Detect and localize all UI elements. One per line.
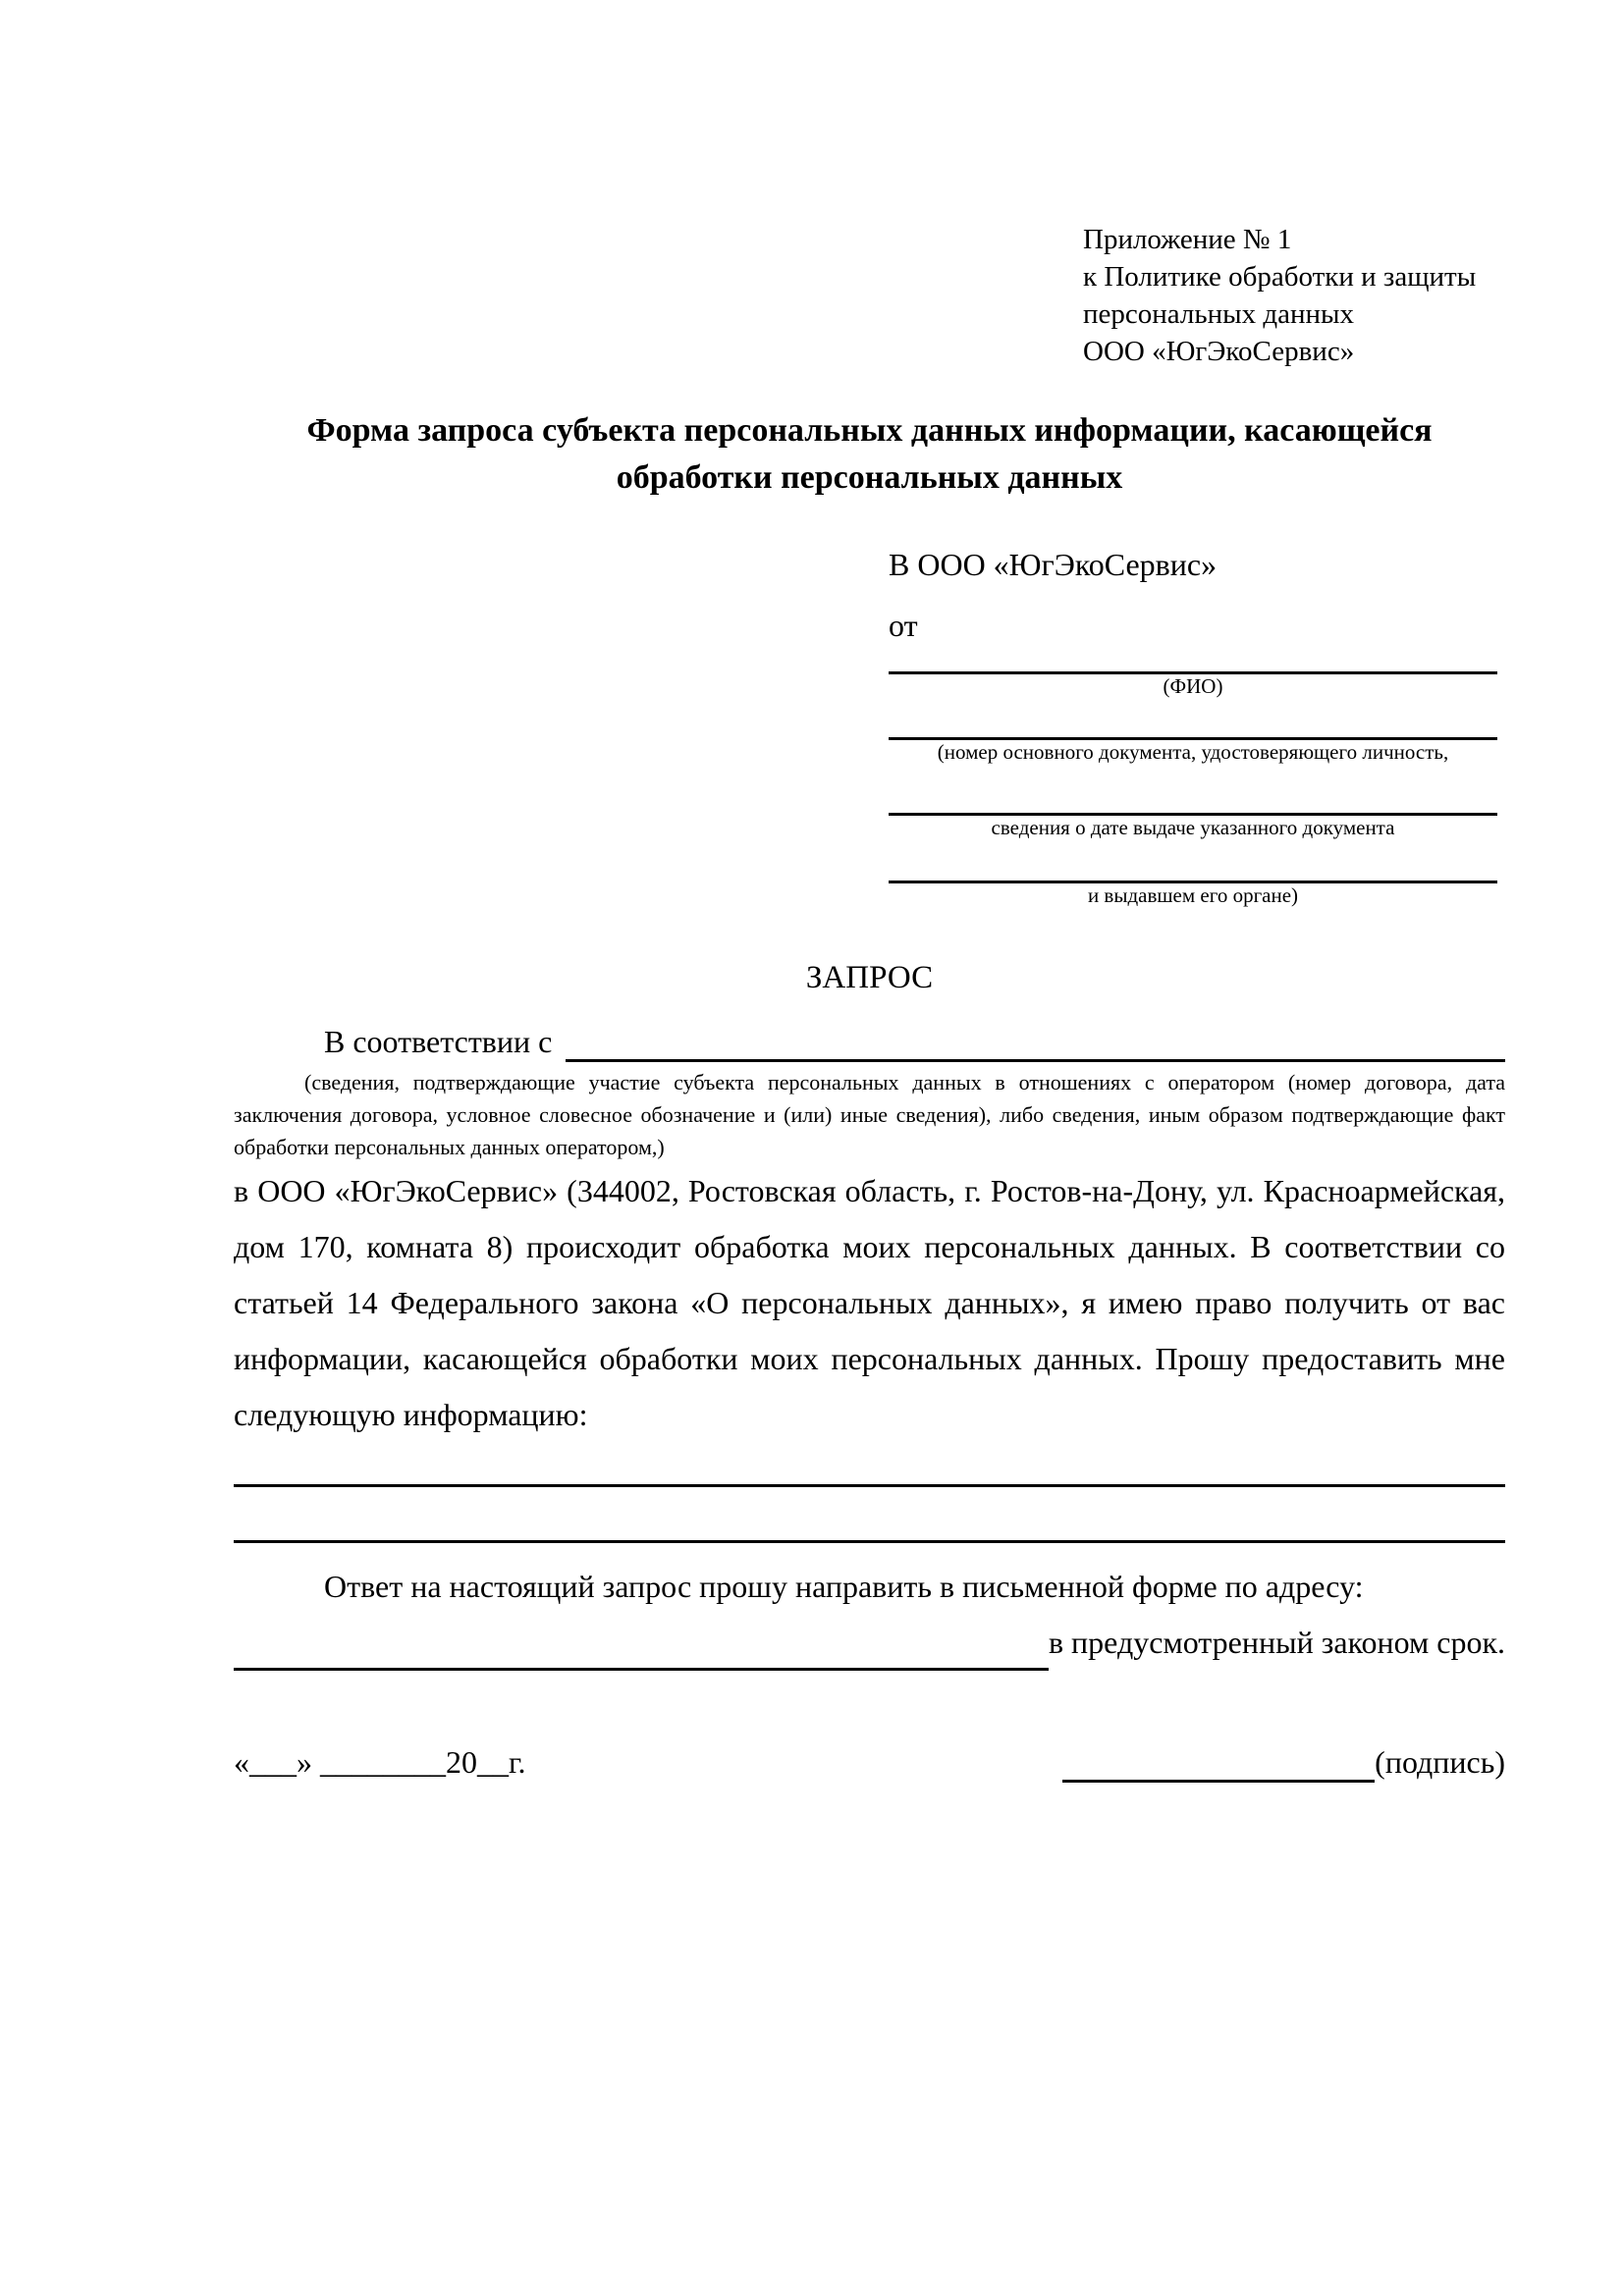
addressee-to: В ООО «ЮгЭкоСервис» xyxy=(889,547,1218,582)
fine-print-note: (сведения, подтверждающие участие субъекта персональных данных в отношениях с оператором (номер договора, дата заключения договора, условное словесное обозначение и (или) иные сведения), либо сведения, иным образом подтверждающие факт обработки персональных данных оператором,) xyxy=(234,1070,1505,1159)
address-row xyxy=(234,1615,1505,1671)
info-blank-line-1 xyxy=(234,1484,1505,1487)
fio-caption: (ФИО) xyxy=(1163,674,1223,698)
appendix-line: Приложение № 1 xyxy=(1083,224,1292,255)
signature-blank-line xyxy=(1062,1742,1375,1783)
answer-paragraph: Ответ на настоящий запрос прошу направить в письменной форме по адресу: xyxy=(324,1569,1364,1604)
body-paragraph: в ООО «ЮгЭкоСервис» (344002, Ростовская область, г. Ростов-на-Дону, ул. Красноармейская, дом 170, комната 8) происходит обработка моих персональных данных. В соответствии со статьей 14 Федерального закона «О персональных данных», я имею право получить от вас информации, касающейся обработки моих персональных данных. Прошу предоставить мне следующую информацию: xyxy=(234,1173,1505,1432)
date-line: «___» ________20__г. xyxy=(234,1744,526,1780)
addressee-from: от xyxy=(889,608,918,643)
appendix-header xyxy=(1083,221,1505,370)
answer-suffix: в предусмотренный законом срок. xyxy=(1048,1625,1505,1660)
issuing-authority-caption: и выдавшем его органе) xyxy=(1087,883,1299,907)
addressee-block xyxy=(889,545,1497,907)
request-heading: ЗАПРОС xyxy=(805,960,934,995)
address-blank-line xyxy=(234,1621,1049,1671)
issue-date-caption: сведения о дате выдаче указанного документа xyxy=(991,816,1395,839)
accordance-label: В соответствии с xyxy=(324,1024,553,1059)
footer-row xyxy=(234,1741,1505,1783)
signature-caption: (подпись) xyxy=(1375,1744,1505,1780)
document-number-caption: (номер основного документа, удостоверяющего личность, xyxy=(937,740,1449,764)
info-blank-line-2 xyxy=(234,1540,1505,1543)
signature-block xyxy=(1062,1741,1505,1783)
accordance-blank-line xyxy=(566,1022,1505,1062)
appendix-line: персональных данных xyxy=(1083,298,1355,330)
accordance-row xyxy=(234,1021,1505,1062)
appendix-line: ООО «ЮгЭкоСервис» xyxy=(1083,336,1355,367)
appendix-line: к Политике обработки и защиты xyxy=(1083,261,1477,293)
form-title: Форма запроса субъекта персональных данных информации, касающейся обработки персональных данных xyxy=(306,412,1433,496)
